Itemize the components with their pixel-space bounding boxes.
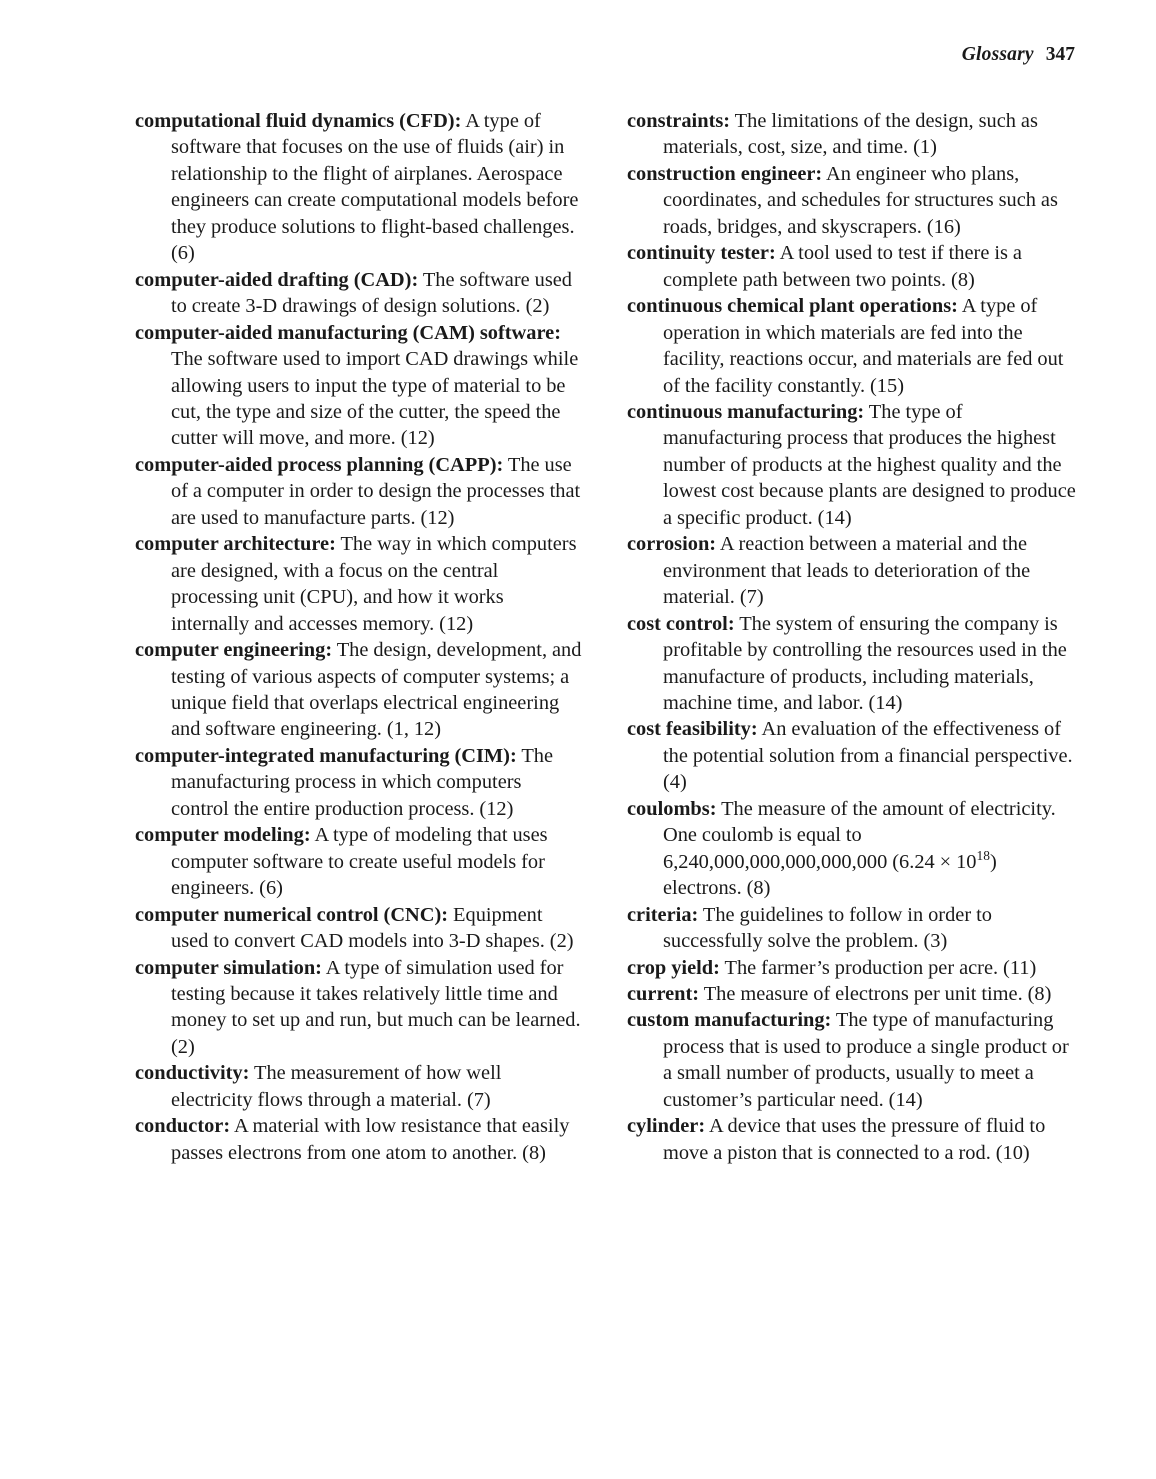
glossary-term: computer simulation: (135, 956, 322, 979)
glossary-term: criteria: (627, 903, 699, 926)
glossary-term: continuity tester: (627, 242, 776, 265)
glossary-entry (627, 240, 1076, 293)
glossary-entry (627, 796, 1076, 902)
glossary-entry (627, 716, 1076, 795)
glossary-definition: The measurement of how well electricity flows through a material. (7) (171, 1062, 502, 1111)
running-head (962, 44, 1075, 66)
glossary-entry (135, 822, 584, 901)
glossary-term: computer numerical control (CNC): (135, 903, 449, 926)
glossary-definition: The design, development, and testing of various aspects of computer systems; a unique field that overlaps electrical engineering and software engineering. (1, 12) (171, 639, 582, 741)
glossary-definition: The farmer’s production per acre. (11) (719, 956, 1037, 979)
glossary-term: current: (627, 982, 700, 1005)
glossary-term: conductivity: (135, 1062, 250, 1085)
glossary-term: corrosion: (627, 533, 717, 556)
glossary-entry (135, 637, 584, 743)
glossary-entry (135, 1113, 584, 1166)
glossary-definition: A type of operation in which materials are fed into the facility, reactions occur, and materials are fed out of the facility constantly. (15) (663, 295, 1064, 397)
glossary-definition: The way in which computers are designed, with a focus on the central processing unit (CPU), and how it works internally and accesses memory. (12) (171, 533, 577, 635)
glossary-definition: A device that uses the pressure of fluid to move a piston that is connected to a rod. (10) (663, 1115, 1046, 1164)
glossary-entry (135, 743, 584, 822)
glossary-definition: The guidelines to follow in order to successfully solve the problem. (3) (663, 903, 992, 953)
glossary-term: crop yield: (627, 956, 720, 979)
glossary-entry (627, 955, 1076, 981)
running-head-title: Glossary (961, 44, 1034, 65)
glossary-entry (135, 320, 584, 452)
glossary-definition: The manufacturing process in which computers control the entire production process. (12) (171, 744, 554, 820)
glossary-definition: A reaction between a material and the environment that leads to deterioration of the material. (7) (663, 533, 1031, 609)
exponent: 18 (976, 847, 990, 863)
glossary-term: continuous manufacturing: (627, 400, 865, 423)
glossary-definition: The limitations of the design, such as materials, cost, size, and time. (1) (663, 110, 1038, 159)
glossary-term: computer-aided manufacturing (CAM) software: (135, 321, 561, 344)
glossary-term: continuous chemical plant operations: (627, 295, 958, 318)
glossary-term: computer engineering: (135, 639, 333, 662)
glossary-entry (627, 108, 1076, 161)
glossary-definition: The system of ensuring the company is profitable by controlling the resources used in the manufacture of products, including materials, machine time, and labor. (14) (663, 612, 1067, 714)
glossary-entry (627, 1007, 1076, 1113)
glossary-definition: A tool used to test if there is a complete path between two points. (8) (663, 242, 1022, 291)
glossary-definition: A type of software that focuses on the use of fluids (air) in relationship to the flight of airplanes. Aerospace engineers can create computational models before they produce solutions to flight-based challenges. (6) (171, 110, 579, 265)
glossary-definition: A type of modeling that uses computer software to create useful models for engineers. (6) (171, 824, 548, 900)
glossary-term: construction engineer: (627, 162, 823, 185)
glossary-definition: An engineer who plans, coordinates, and schedules for structures such as roads, bridges, and skyscrapers. (16) (663, 162, 1058, 238)
glossary-term: computer-integrated manufacturing (CIM): (135, 744, 517, 767)
glossary-definition: The software used to import CAD drawings while allowing users to input the type of material to be cut, the type and size of the cutter, the speed the cutter will move, and more. (12) (171, 348, 579, 450)
glossary-definition: The use of a computer in order to design the processes that are used to manufacture parts. (12) (171, 453, 581, 529)
glossary-definition: The type of manufacturing process that is used to produce a single product or a small number of products, usually to meet a customer’s particular need. (14) (663, 1009, 1069, 1111)
glossary-term: conductor: (135, 1115, 231, 1138)
glossary-definition: An evaluation of the effectiveness of the potential solution from a financial perspective. (4) (663, 718, 1073, 794)
glossary-entry (135, 531, 584, 637)
glossary-term: cost control: (627, 612, 735, 635)
glossary-entry (135, 1060, 584, 1113)
glossary-entry (627, 981, 1076, 1007)
glossary-entry (135, 452, 584, 531)
glossary-entry (627, 1113, 1076, 1166)
glossary-definition: A material with low resistance that easily passes electrons from one atom to another. (8) (171, 1115, 570, 1164)
glossary-term: computer-aided drafting (CAD): (135, 268, 419, 291)
glossary-definition: The type of manufacturing process that produces the highest number of products at the highest quality and the lowest cost because plants are designed to produce a specific product. (14) (663, 400, 1076, 529)
glossary-entry (627, 161, 1076, 240)
glossary-column-right (627, 108, 1076, 1166)
glossary-entry (627, 399, 1076, 531)
glossary-columns (135, 108, 1076, 1166)
glossary-definition: The software used to create 3-D drawings of design solutions. (2) (171, 268, 573, 318)
glossary-term: custom manufacturing: (627, 1009, 832, 1032)
glossary-entry (627, 531, 1076, 610)
glossary-term: computer modeling: (135, 824, 311, 847)
glossary-entry (627, 611, 1076, 717)
glossary-definition: A type of simulation used for testing because it takes relatively little time and money to set up and run, but much can be learned. (2) (171, 956, 581, 1058)
glossary-term: coulombs: (627, 797, 717, 820)
glossary-entry (135, 267, 584, 320)
glossary-definition: The measure of electrons per unit time. (8) (699, 982, 1052, 1005)
glossary-term: computational fluid dynamics (CFD): (135, 110, 462, 132)
glossary-column-left (135, 108, 584, 1166)
page-number: 347 (1045, 44, 1075, 65)
glossary-entry (627, 902, 1076, 955)
glossary-term: computer architecture: (135, 533, 336, 556)
glossary-term: cost feasibility: (627, 718, 758, 741)
glossary-term: computer-aided process planning (CAPP): (135, 453, 504, 476)
glossary-term: constraints: (627, 110, 731, 132)
glossary-term: cylinder: (627, 1115, 706, 1138)
glossary-definition: The measure of the amount of electricity. One coulomb is equal to 6,240,000,000,000,000,000 $(6.24 \times 10^{18})$ electrons. (8) (663, 797, 1056, 900)
glossary-entry (135, 955, 584, 1061)
glossary-entry (135, 108, 584, 267)
glossary-definition: Equipment used to convert CAD models into 3-D shapes. (2) (171, 903, 574, 953)
glossary-entry (627, 293, 1076, 399)
glossary-entry (135, 902, 584, 955)
